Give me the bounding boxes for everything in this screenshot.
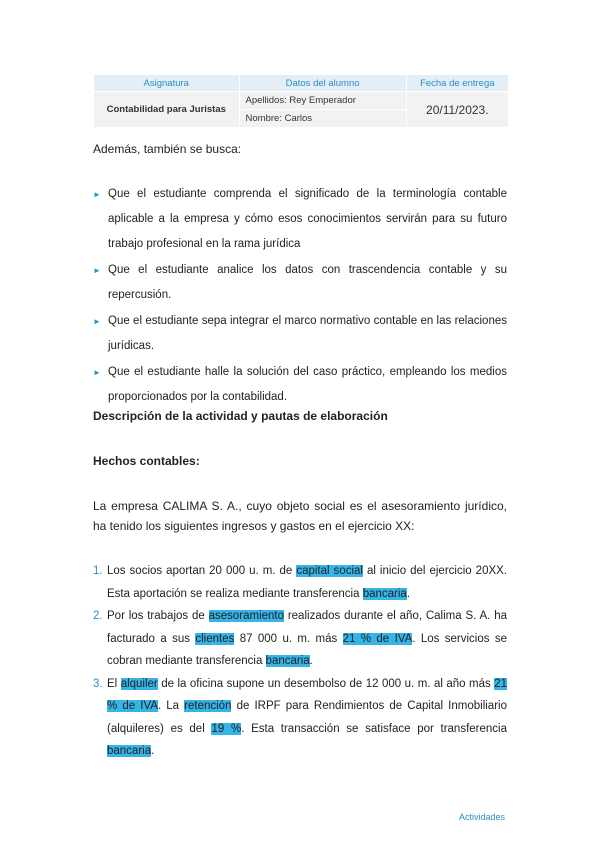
header-table	[93, 74, 509, 128]
item-number: 2.	[93, 610, 103, 622]
bullet-arrow-icon: ►	[93, 317, 101, 326]
bullet-arrow-icon: ►	[93, 368, 101, 377]
section-title: Descripción de la actividad y pautas de elaboración	[93, 409, 388, 423]
objectives-list	[93, 182, 507, 411]
highlight: 21 % de IVA	[107, 677, 507, 712]
name-value: Nombre: Carlos	[239, 110, 406, 128]
highlight: bancaria	[265, 655, 310, 667]
highlight: capital social	[296, 565, 363, 577]
list-item: 3. El alquiler de la oficina supone un desembolso de 12 000 u. m. al año más 21 % de IVA. La retención de IRPF para Rendimientos de Capital Inmobiliario (alquileres) es del 19 %. Esta transacción se satisface por transferencia bancaria.	[93, 673, 507, 763]
footer-label: Actividades	[459, 812, 506, 822]
highlight: bancaria	[107, 745, 152, 757]
highlight: asesoramiento	[208, 610, 285, 622]
subsection-title: Hechos contables:	[93, 454, 200, 468]
header-student-label: Datos del alumno	[239, 75, 406, 92]
highlight: 19 %	[211, 722, 242, 735]
list-item: ► Que el estudiante comprenda el significado de la terminología contable aplicable a la empresa y cómo esos conocimientos servirán para su futuro trabajo profesional en la rama jurídica	[93, 182, 507, 257]
highlight: retención	[184, 700, 232, 712]
list-item: 1. Los socios aportan 20 000 u. m. de capital social al inicio del ejercicio 20XX. Esta aportación se realiza mediante transferencia bancaria.	[93, 560, 507, 605]
list-item: 2. Por los trabajos de asesoramiento realizados durante el año, Calima S. A. ha facturado a sus clientes 87 000 u. m. más 21 % de IVA. Los servicios se cobran mediante transferencia bancaria.	[93, 605, 507, 673]
highlight: bancaria	[362, 587, 407, 600]
list-item: ► Que el estudiante halle la solución del caso práctico, empleando los medios proporcionados por la contabilidad.	[93, 360, 507, 410]
bullet-arrow-icon: ►	[93, 266, 101, 275]
item-number: 1.	[93, 565, 103, 577]
bullet-arrow-icon: ►	[93, 190, 101, 199]
highlight: alquiler	[120, 677, 158, 690]
intro-paragraph: La empresa CALIMA S. A., cuyo objeto social es el asesoramiento jurídico, ha tenido los siguientes ingresos y gastos en el ejercicio XX:	[93, 499, 507, 533]
header-subject-label: Asignatura	[94, 75, 240, 92]
list-item: ► Que el estudiante sepa integrar el marco normativo contable en las relaciones jurídicas.	[93, 309, 507, 359]
facts-list	[93, 560, 507, 763]
intro-text: Además, también se busca:	[93, 142, 242, 156]
item-number: 3.	[93, 677, 103, 690]
subject-value: Contabilidad para Juristas	[94, 92, 240, 128]
header-date-label: Fecha de entrega	[406, 75, 508, 92]
date-value: 20/11/2023.	[406, 92, 508, 128]
highlight: 21 % de IVA	[342, 632, 413, 645]
list-item: ► Que el estudiante analice los datos con trascendencia contable y su repercusión.	[93, 258, 507, 308]
highlight: clientes	[195, 632, 235, 645]
surname-value: Apellidos: Rey Emperador	[239, 92, 406, 110]
